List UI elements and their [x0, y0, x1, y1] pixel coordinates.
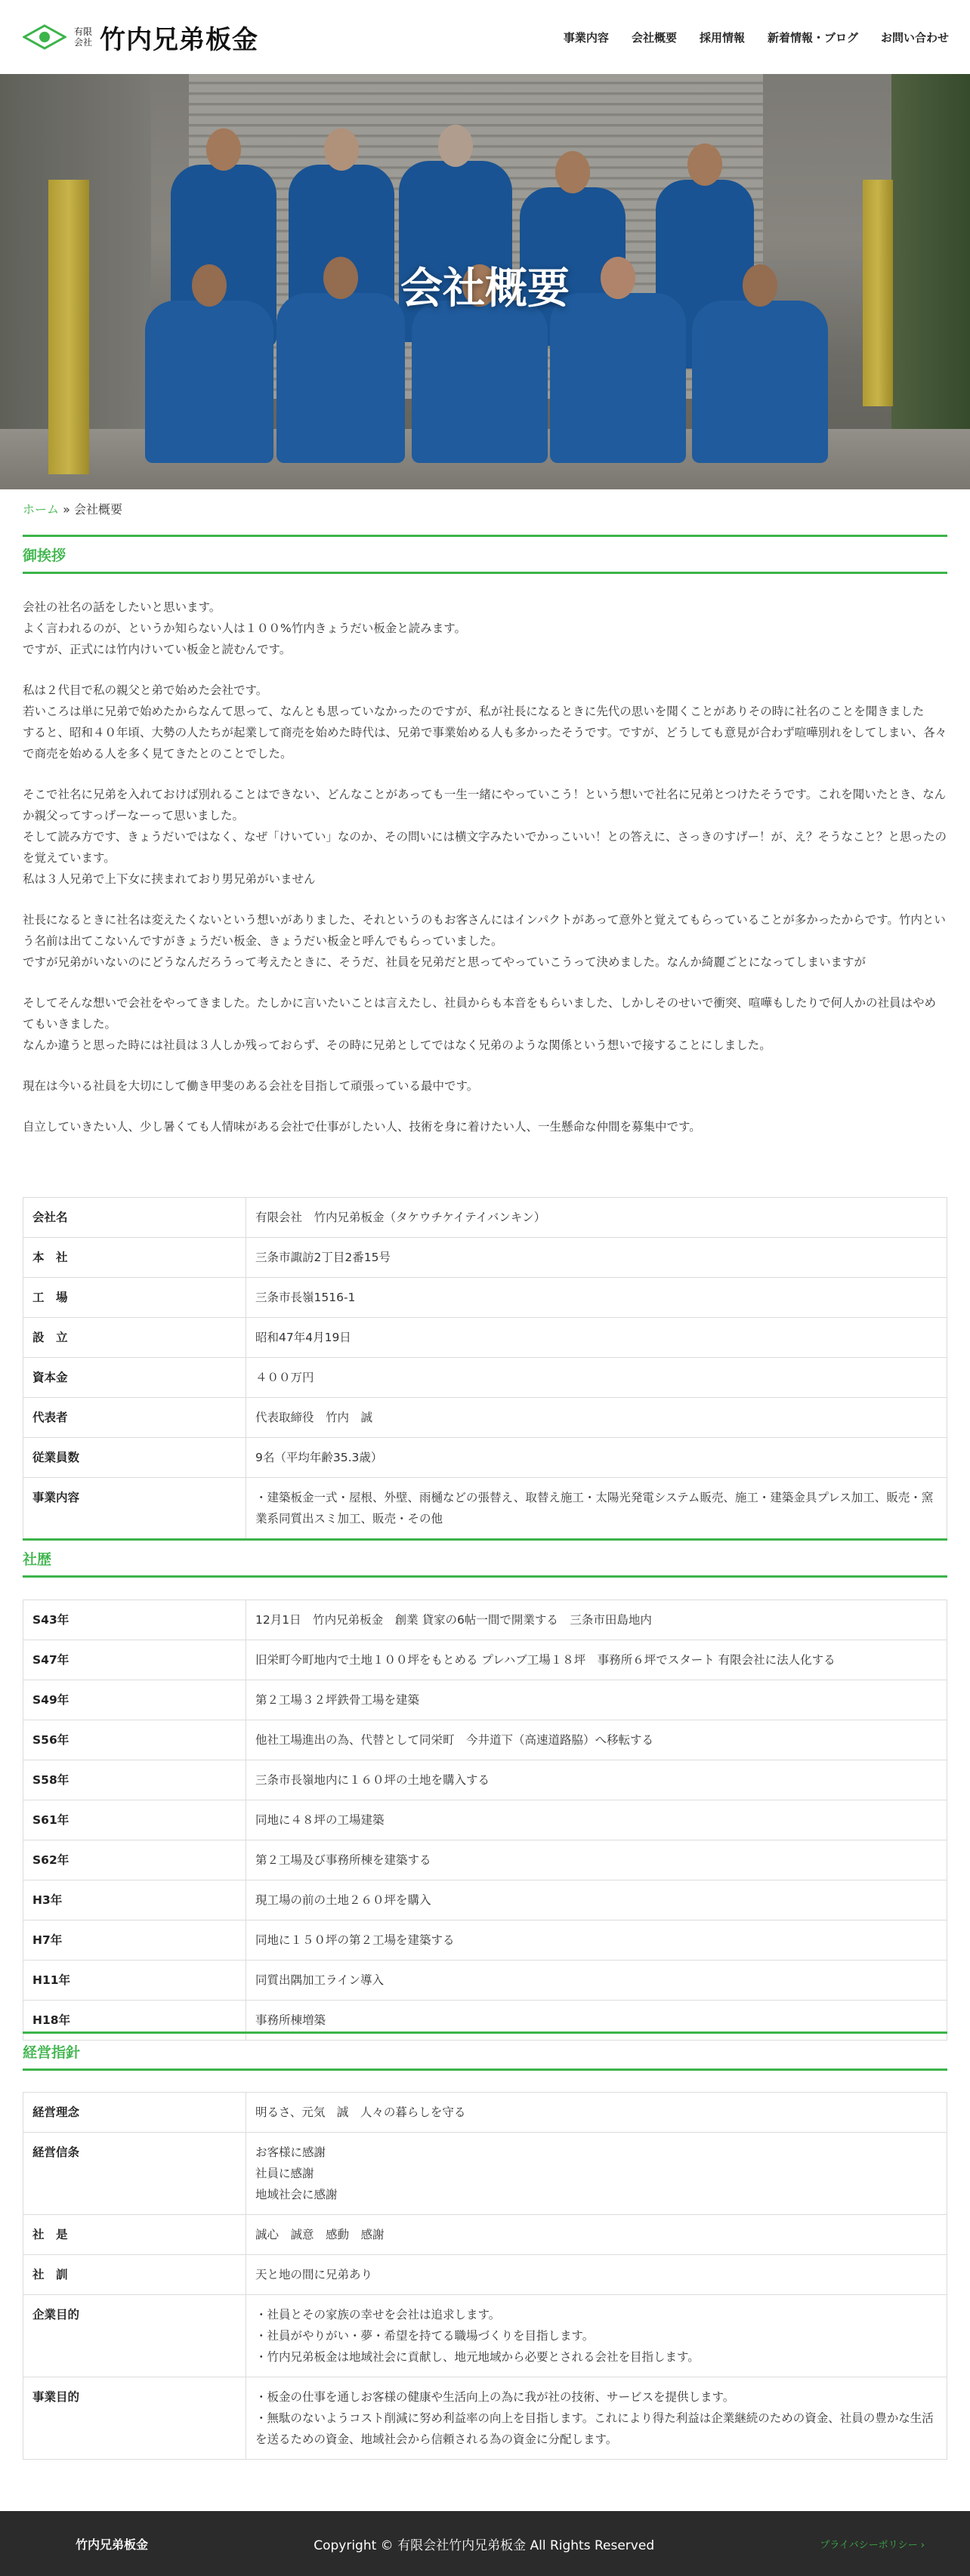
nav-news-blog[interactable]: 新着情報・ブログ	[767, 30, 858, 45]
row-label: S61年	[23, 1800, 246, 1840]
row-label: 従業員数	[23, 1438, 246, 1478]
row-label: H18年	[23, 2001, 246, 2041]
row-label: 本 社	[23, 1238, 246, 1278]
row-label: 工 場	[23, 1278, 246, 1318]
table-row	[23, 2377, 947, 2460]
greeting-paragraph: 自立していきたい人、少し暑くても人情味がある会社で仕事がしたい人、技術を身に着けたい人、一生懸命な仲間を募集中です。	[23, 1120, 701, 1134]
row-value: 第２工場３２坪鉄骨工場を建築	[246, 1680, 947, 1720]
row-value: 天と地の間に兄弟あり	[246, 2255, 947, 2295]
table-row	[23, 2133, 947, 2215]
nav-contact[interactable]: お問い合わせ	[880, 30, 949, 45]
row-label: H7年	[23, 1920, 246, 1961]
row-value: ・板金の仕事を通しお客様の健康や生活向上の為に我が社の技術、サービスを提供します。 ・無駄のないようコスト削減に努め利益率の向上を目指します。これにより得た利益は企業継続のための資金、社員の豊かな生活を送るための資金、地域社会から信頼される為の資金に分配します。	[246, 2377, 947, 2460]
row-label: 設 立	[23, 1318, 246, 1358]
logo-company-type	[74, 26, 92, 48]
row-label: H3年	[23, 1880, 246, 1920]
row-label: 経営信条	[23, 2133, 246, 2215]
table-row	[23, 1920, 947, 1961]
row-value: 誠心 誠意 感動 感謝	[246, 2215, 947, 2255]
logo-name: 竹内兄弟板金	[100, 24, 259, 55]
row-label: S47年	[23, 1640, 246, 1680]
table-row	[23, 1800, 947, 1840]
table-row	[23, 1880, 947, 1920]
history-table	[23, 1600, 947, 2041]
nav-business[interactable]: 事業内容	[563, 30, 609, 45]
logo-mark-icon	[23, 24, 66, 50]
table-row	[23, 2215, 947, 2255]
row-value: 第２工場及び事務所棟を建築する	[246, 1840, 947, 1880]
row-label: S62年	[23, 1840, 246, 1880]
page-title: 会社概要	[400, 264, 570, 313]
greeting-text	[23, 597, 947, 1157]
logo[interactable]	[23, 19, 258, 56]
row-label: S43年	[23, 1600, 246, 1640]
table-row	[23, 2255, 947, 2295]
greeting-paragraph: 社長になるときに社名は変えたくないという想いがありました、それというのもお客さんにはインパクトがあって意外と覚えてもらっていることが多かったからです。竹内という名前は出てこないんですがきょうだい板金、きょうだい板金と呼んでもらっていました。 ですが兄弟がいないのにどうなんだろうって考えたときに、そうだ、社員を兄弟だと思ってやっていこうって決めました。なんか綺麗ごとになってしまいますが	[23, 913, 946, 969]
row-value: 同質出隅加工ライン導入	[246, 1961, 947, 2001]
row-value: ・社員とその家族の幸せを会社は追求します。 ・社員がやりがい・夢・希望を持てる職場づくりを目指します。 ・竹内兄弟板金は地域社会に貢献し、地元地域から必要とされる会社を目指します。	[246, 2295, 947, 2377]
policy-table	[23, 2092, 947, 2460]
breadcrumb	[23, 500, 122, 517]
row-value: 旧栄町今町地内で土地１００坪をもとめる プレハブ工場１８坪 事務所６坪でスタート 有限会社に法人化する	[246, 1640, 947, 1680]
policy-heading: 経営指針	[23, 2031, 947, 2071]
greeting-paragraph: そこで社名に兄弟を入れておけば別れることはできない、どんなことがあっても一生一緒にやっていこう！という想いで社名に兄弟とつけたそうです。これを聞いたとき、なんか親父ってすっげーなーって思いました。 そして読み方です、きょうだいではなく、なぜ「けいてい」なのか、その問いには横文字みたいでかっこいい！との答えに、さっきのすげー！が、え？そうなこと？と思ったのを覚えています。 私は３人兄弟で上下女に挟まれており男兄弟がいません	[23, 788, 947, 886]
row-value: 三条市長嶺地内に１６０坪の土地を購入する	[246, 1760, 947, 1800]
site-header	[0, 0, 970, 74]
row-label: 会社名	[23, 1198, 246, 1238]
row-value: 他社工場進出の為、代替として同栄町 今井道下（高速道路脇）へ移転する	[246, 1720, 947, 1760]
row-value: ４００万円	[246, 1358, 947, 1398]
table-row	[23, 1438, 947, 1478]
greeting-paragraph: 会社の社名の話をしたいと思います。 よく言われるのが、というか知らない人は１００%竹内きょうだい板金と読みます。 ですが、正式には竹内けいてい板金と読むんです。	[23, 600, 466, 656]
footer-copyright: Copyright © 有限会社竹内兄弟板金 All Rights Reserved	[314, 2537, 655, 2553]
greeting-heading: 御挨拶	[23, 535, 947, 574]
table-row	[23, 1238, 947, 1278]
row-value: お客様に感謝 社員に感謝 地域社会に感謝	[246, 2133, 947, 2215]
site-footer	[0, 2511, 970, 2576]
row-label: 社 訓	[23, 2255, 246, 2295]
table-row	[23, 2093, 947, 2133]
greeting-paragraph: 私は２代目で私の親父と弟で始めた会社です。 若いころは単に兄弟で始めたからなんて思って、なんとも思っていなかったのですが、私が社長になるときに先代の思いを聞くことがありその時に社名のことを聞きました すると、昭和４０年頃、大勢の人たちが起業して商売を始めた時代は、兄弟で事業始める人も多かったそうです。ですが、どうしても意見が合わず喧嘩別れをしてしまい、各々で商売を始める人を多く見てきたとのことでした。	[23, 683, 947, 760]
table-row	[23, 1278, 947, 1318]
table-row	[23, 1318, 947, 1358]
nav-recruit[interactable]: 採用情報	[699, 30, 745, 45]
nav-company[interactable]: 会社概要	[631, 30, 677, 45]
row-label: S58年	[23, 1760, 246, 1800]
row-value: 三条市諏訪2丁目2番15号	[246, 1238, 947, 1278]
breadcrumb-separator: »	[59, 502, 74, 517]
table-row	[23, 2295, 947, 2377]
row-value: 昭和47年4月19日	[246, 1318, 947, 1358]
table-row	[23, 1760, 947, 1800]
logo-small-top: 有限	[74, 26, 93, 37]
row-label: S49年	[23, 1680, 246, 1720]
row-label: 企業目的	[23, 2295, 246, 2377]
row-value: 事務所棟増築	[246, 2001, 947, 2041]
row-value: 有限会社 竹内兄弟板金（タケウチケイテイバンキン）	[246, 1198, 947, 1238]
footer-logo[interactable]: 竹内兄弟板金	[76, 2537, 149, 2552]
row-value: 12月1日 竹内兄弟板金 創業 貸家の6帖一間で開業する 三条市田島地内	[246, 1600, 947, 1640]
row-value: 同地に１５０坪の第２工場を建築する	[246, 1920, 947, 1961]
row-value: 9名（平均年齢35.3歳）	[246, 1438, 947, 1478]
history-heading: 社歴	[23, 1538, 947, 1578]
table-row	[23, 1478, 947, 1539]
table-row	[23, 1198, 947, 1238]
table-row	[23, 1358, 947, 1398]
table-row	[23, 1600, 947, 1640]
logo-small-bottom: 会社	[74, 37, 93, 48]
row-label: 資本金	[23, 1358, 246, 1398]
row-value: 同地に４８坪の工場建築	[246, 1800, 947, 1840]
greeting-paragraph: 現在は今いる社員を大切にして働き甲斐のある会社を目指して頑張っている最中です。	[23, 1079, 479, 1093]
breadcrumb-home[interactable]: ホーム	[23, 502, 60, 517]
row-label: 事業内容	[23, 1478, 246, 1539]
breadcrumb-current: 会社概要	[73, 502, 122, 517]
row-value: 三条市長嶺1516-1	[246, 1278, 947, 1318]
row-label: H11年	[23, 1961, 246, 2001]
company-info-table	[23, 1197, 947, 1539]
table-row	[23, 1680, 947, 1720]
table-row	[23, 1398, 947, 1438]
row-value: 現工場の前の土地２６０坪を購入	[246, 1880, 947, 1920]
row-label: 事業目的	[23, 2377, 246, 2460]
row-label: S56年	[23, 1720, 246, 1760]
row-value: ・建築板金一式・屋根、外壁、雨樋などの張替え、取替え施工・太陽光発電システム販売、施工・建築金具プレス加工、販売・窯業系同質出スミ加工、販売・その他	[246, 1478, 947, 1539]
hero-image	[0, 74, 970, 489]
global-nav	[564, 29, 949, 45]
table-row	[23, 1720, 947, 1760]
privacy-policy-link[interactable]: プライバシーポリシー ›	[820, 2539, 925, 2551]
row-value: 代表取締役 竹内 誠	[246, 1398, 947, 1438]
greeting-paragraph: そしてそんな想いで会社をやってきました。たしかに言いたいことは言えたし、社員からも本音をもらいました、しかしそのせいで衝突、喧嘩もしたりで何人かの社員はやめてもいきました。 なんか違うと思った時には社員は３人しか残っておらず、その時に兄弟としてではなく兄弟のような関係という想いで接することにしました。	[23, 996, 937, 1052]
row-label: 代表者	[23, 1398, 246, 1438]
row-label: 経営理念	[23, 2093, 246, 2133]
row-label: 社 是	[23, 2215, 246, 2255]
table-row	[23, 1640, 947, 1680]
table-row	[23, 1840, 947, 1880]
table-row	[23, 1961, 947, 2001]
row-value: 明るさ、元気 誠 人々の暮らしを守る	[246, 2093, 947, 2133]
